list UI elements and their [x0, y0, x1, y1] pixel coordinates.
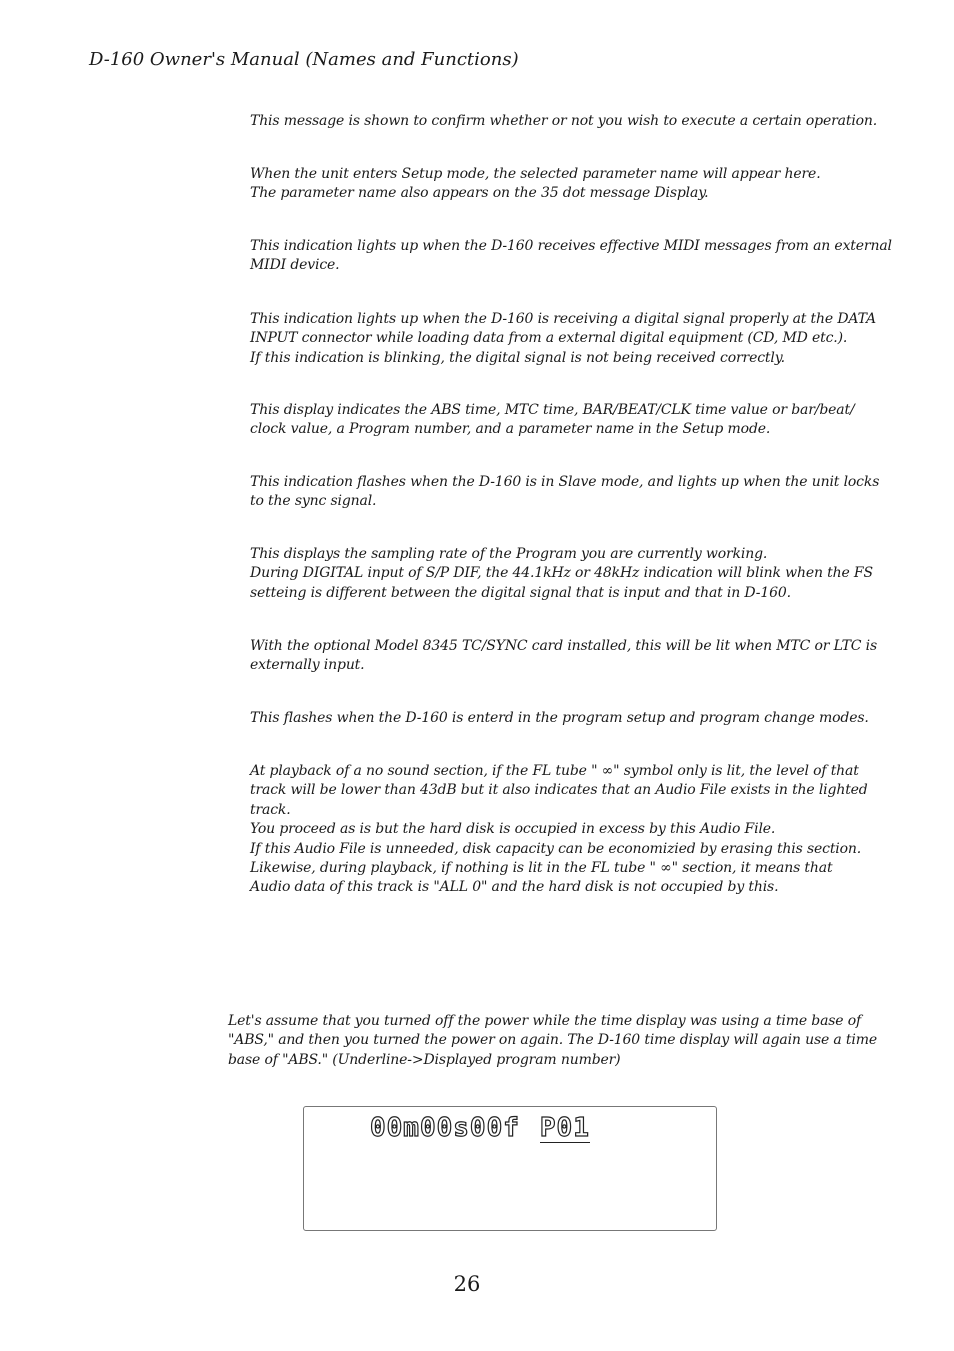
lcd-readout: [370, 1113, 590, 1143]
text-line: externally input.: [250, 657, 365, 674]
text-line: clock value, a Program number, and a parameter name in the Setup mode.: [250, 421, 771, 438]
page-number: 26: [453, 1272, 481, 1296]
lcd-display-illustration: [303, 1106, 717, 1231]
text-line: track will be lower than 43dB but it also indicates that an Audio File exists in the lighted: [250, 782, 868, 799]
description-digital-indicator: [250, 310, 876, 368]
lcd-program-number: P01: [539, 1113, 590, 1143]
text-line: This displays the sampling rate of the Program you are currently working.: [250, 546, 768, 562]
description-fl-tube-symbol: [250, 762, 868, 898]
text-line: During DIGITAL input of S/P DIF, the 44.1kHz or 48kHz indication will blink when the FS: [250, 565, 873, 582]
text-line: At playback of a no sound section, if the FL tube " ∞" symbol only is lit, the level of that: [250, 763, 859, 779]
description-parameter-name: [250, 165, 850, 204]
description-midi-indicator: [250, 237, 892, 276]
description-program-setup: [250, 709, 869, 728]
description-slave-indicator: [250, 473, 880, 512]
description-time-display: [250, 401, 855, 440]
lcd-time-value: 00m00s00f: [370, 1113, 520, 1143]
text-line: This indication lights up when the D-160 is receiving a digital signal properly at the DATA: [250, 311, 876, 327]
text-line: This flashes when the D-160 is enterd in the program setup and program change modes.: [250, 710, 869, 726]
text-line: MIDI device.: [250, 257, 340, 274]
text-line: If this indication is blinking, the digital signal is not being received correctly.: [250, 349, 785, 366]
page-header-title: D-160 Owner's Manual (Names and Functions): [89, 49, 519, 70]
text-line: This indication lights up when the D-160 receives effective MIDI messages from an external: [250, 238, 892, 254]
text-line: With the optional Model 8345 TC/SYNC card installed, this will be lit when MTC or LTC is: [250, 638, 878, 654]
description-tc-sync-card: [250, 637, 878, 676]
text-line: setteing is different between the digital signal that is input and that in D-160.: [250, 584, 791, 601]
text-line: This display indicates the ABS time, MTC time, BAR/BEAT/CLK time value or bar/beat/: [250, 402, 855, 418]
text-line: to the sync signal.: [250, 493, 377, 510]
text-line: Likewise, during playback, if nothing is lit in the FL tube " ∞" section, it means that: [250, 860, 833, 877]
text-line: If this Audio File is unneeded, disk capacity can be economizied by erasing this section.: [250, 840, 862, 857]
text-line: track.: [250, 801, 291, 818]
text-line: INPUT connector while loading data from a external digital equipment (CD, MD etc.).: [250, 330, 848, 347]
text-line: This indication flashes when the D-160 is in Slave mode, and lights up when the unit locks: [250, 474, 880, 490]
text-line: You proceed as is but the hard disk is occupied in excess by this Audio File.: [250, 821, 776, 838]
text-line: base of "ABS." (Underline->Displayed program number): [228, 1051, 621, 1068]
description-sampling-rate: [250, 545, 873, 603]
abs-time-base-intro: [228, 1012, 877, 1070]
description-confirm-message: [250, 112, 878, 131]
text-line: "ABS," and then you turned the power on again. The D-160 time display will again use a time: [228, 1032, 877, 1049]
text-line: The parameter name also appears on the 35 dot message Display.: [250, 185, 709, 202]
text-line: When the unit enters Setup mode, the selected parameter name will appear here.: [250, 166, 821, 182]
text-line: Audio data of this track is "ALL 0" and the hard disk is not occupied by this.: [250, 879, 779, 896]
text-line: Let's assume that you turned off the power while the time display was using a time base of: [228, 1013, 862, 1029]
text-line: This message is shown to confirm whether or not you wish to execute a certain operation.: [250, 113, 878, 129]
